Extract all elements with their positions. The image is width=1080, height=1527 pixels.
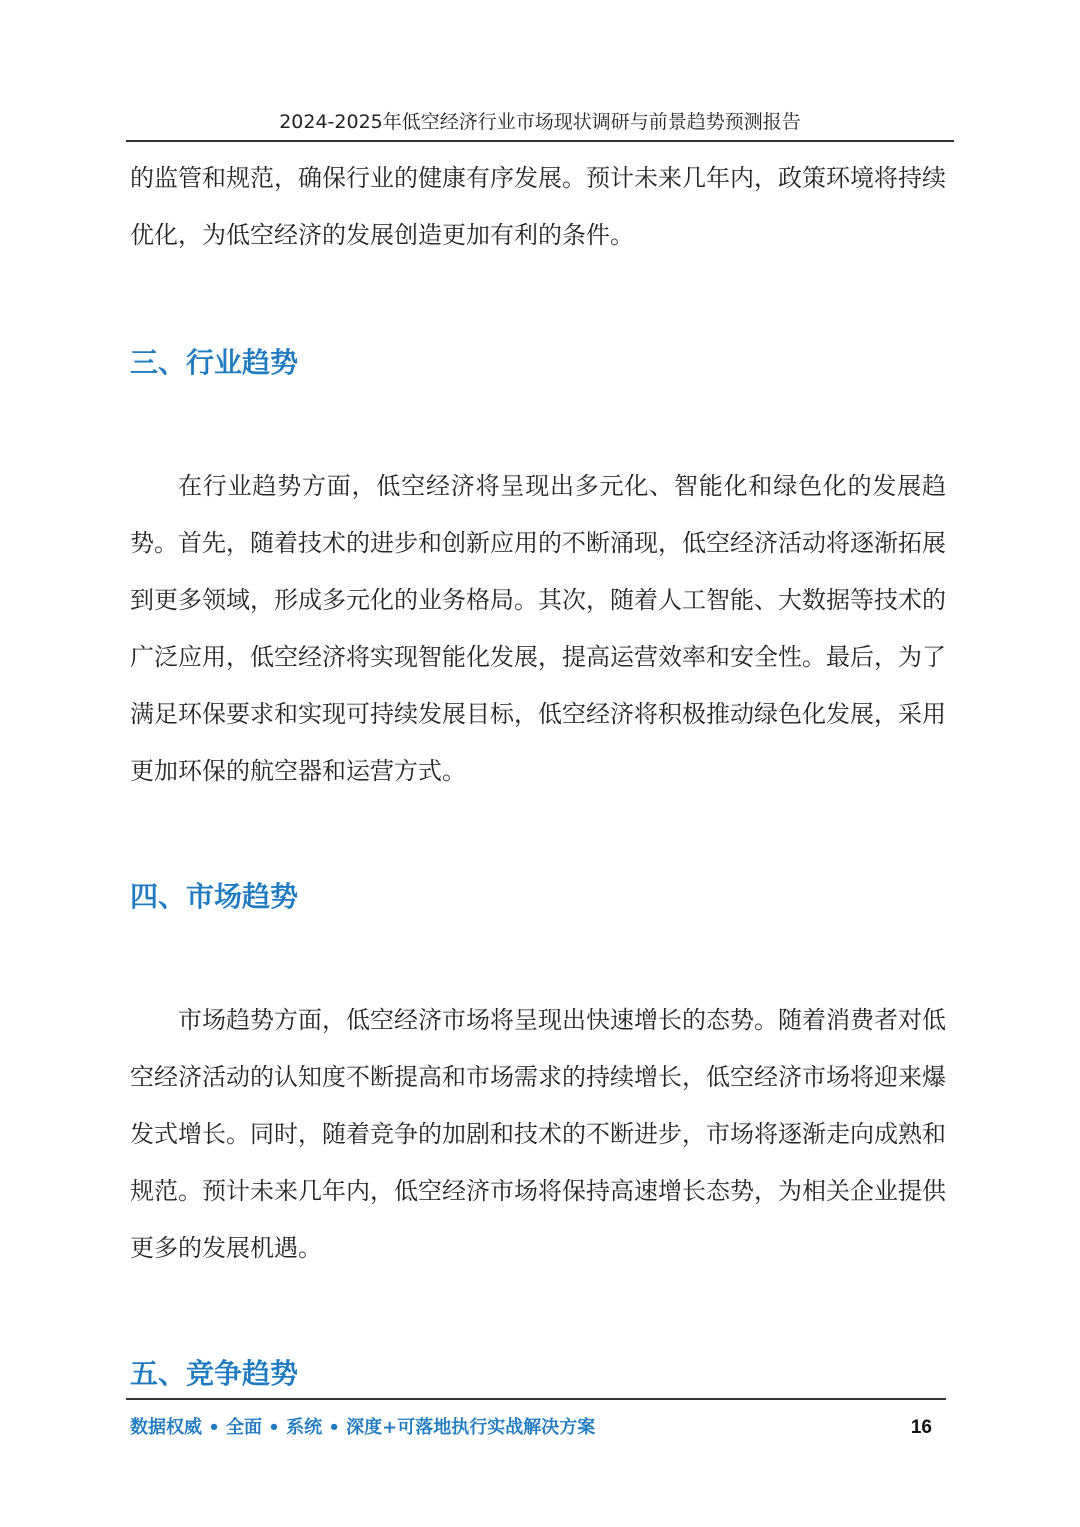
section-paragraph-industry-trend: 在行业趋势方面，低空经济将呈现出多元化、智能化和绿色化的发展趋势。首先，随着技术的进步和创新应用的不断涌现，低空经济活动将逐渐拓展到更多领域，形成多元化的业务格局。其次，随着人工智能、大数据等技术的广泛应用，低空经济将实现智能化发展，提高运营效率和安全性。最后，为了满足环保要求和实现可持续发展目标，低空经济将积极推动绿色化发展，采用更加环保的航空器和运营方式。 [130, 472, 946, 785]
report-title: 2024-2025年低空经济行业市场现状调研与前景趋势预测报告 [279, 111, 801, 133]
footer-slogan: 数据权威 • 全面 • 系统 • 深度+可落地执行实战解决方案 [130, 1417, 596, 1438]
continuation-paragraph: 的监管和规范，确保行业的健康有序发展。预计未来几年内，政策环境将持续优化，为低空经济的发展创造更加有利的条件。 [130, 164, 946, 249]
section-heading-industry-trend: 三、行业趋势 [130, 346, 299, 379]
page-number: 16 [910, 1417, 932, 1438]
section-paragraph-market-trend: 市场趋势方面，低空经济市场将呈现出快速增长的态势。随着消费者对低空经济活动的认知度不断提高和市场需求的持续增长，低空经济市场将迎来爆发式增长。同时，随着竞争的加剧和技术的不断进步，市场将逐渐走向成熟和规范。预计未来几年内，低空经济市场将保持高速增长态势，为相关企业提供更多的发展机遇。 [130, 1006, 946, 1262]
page-header [126, 108, 954, 142]
section-heading-competition-trend: 五、竞争趋势 [130, 1357, 299, 1390]
page-footer [126, 1398, 946, 1438]
section-heading-market-trend: 四、市场趋势 [130, 880, 299, 913]
page-body [130, 150, 946, 1394]
